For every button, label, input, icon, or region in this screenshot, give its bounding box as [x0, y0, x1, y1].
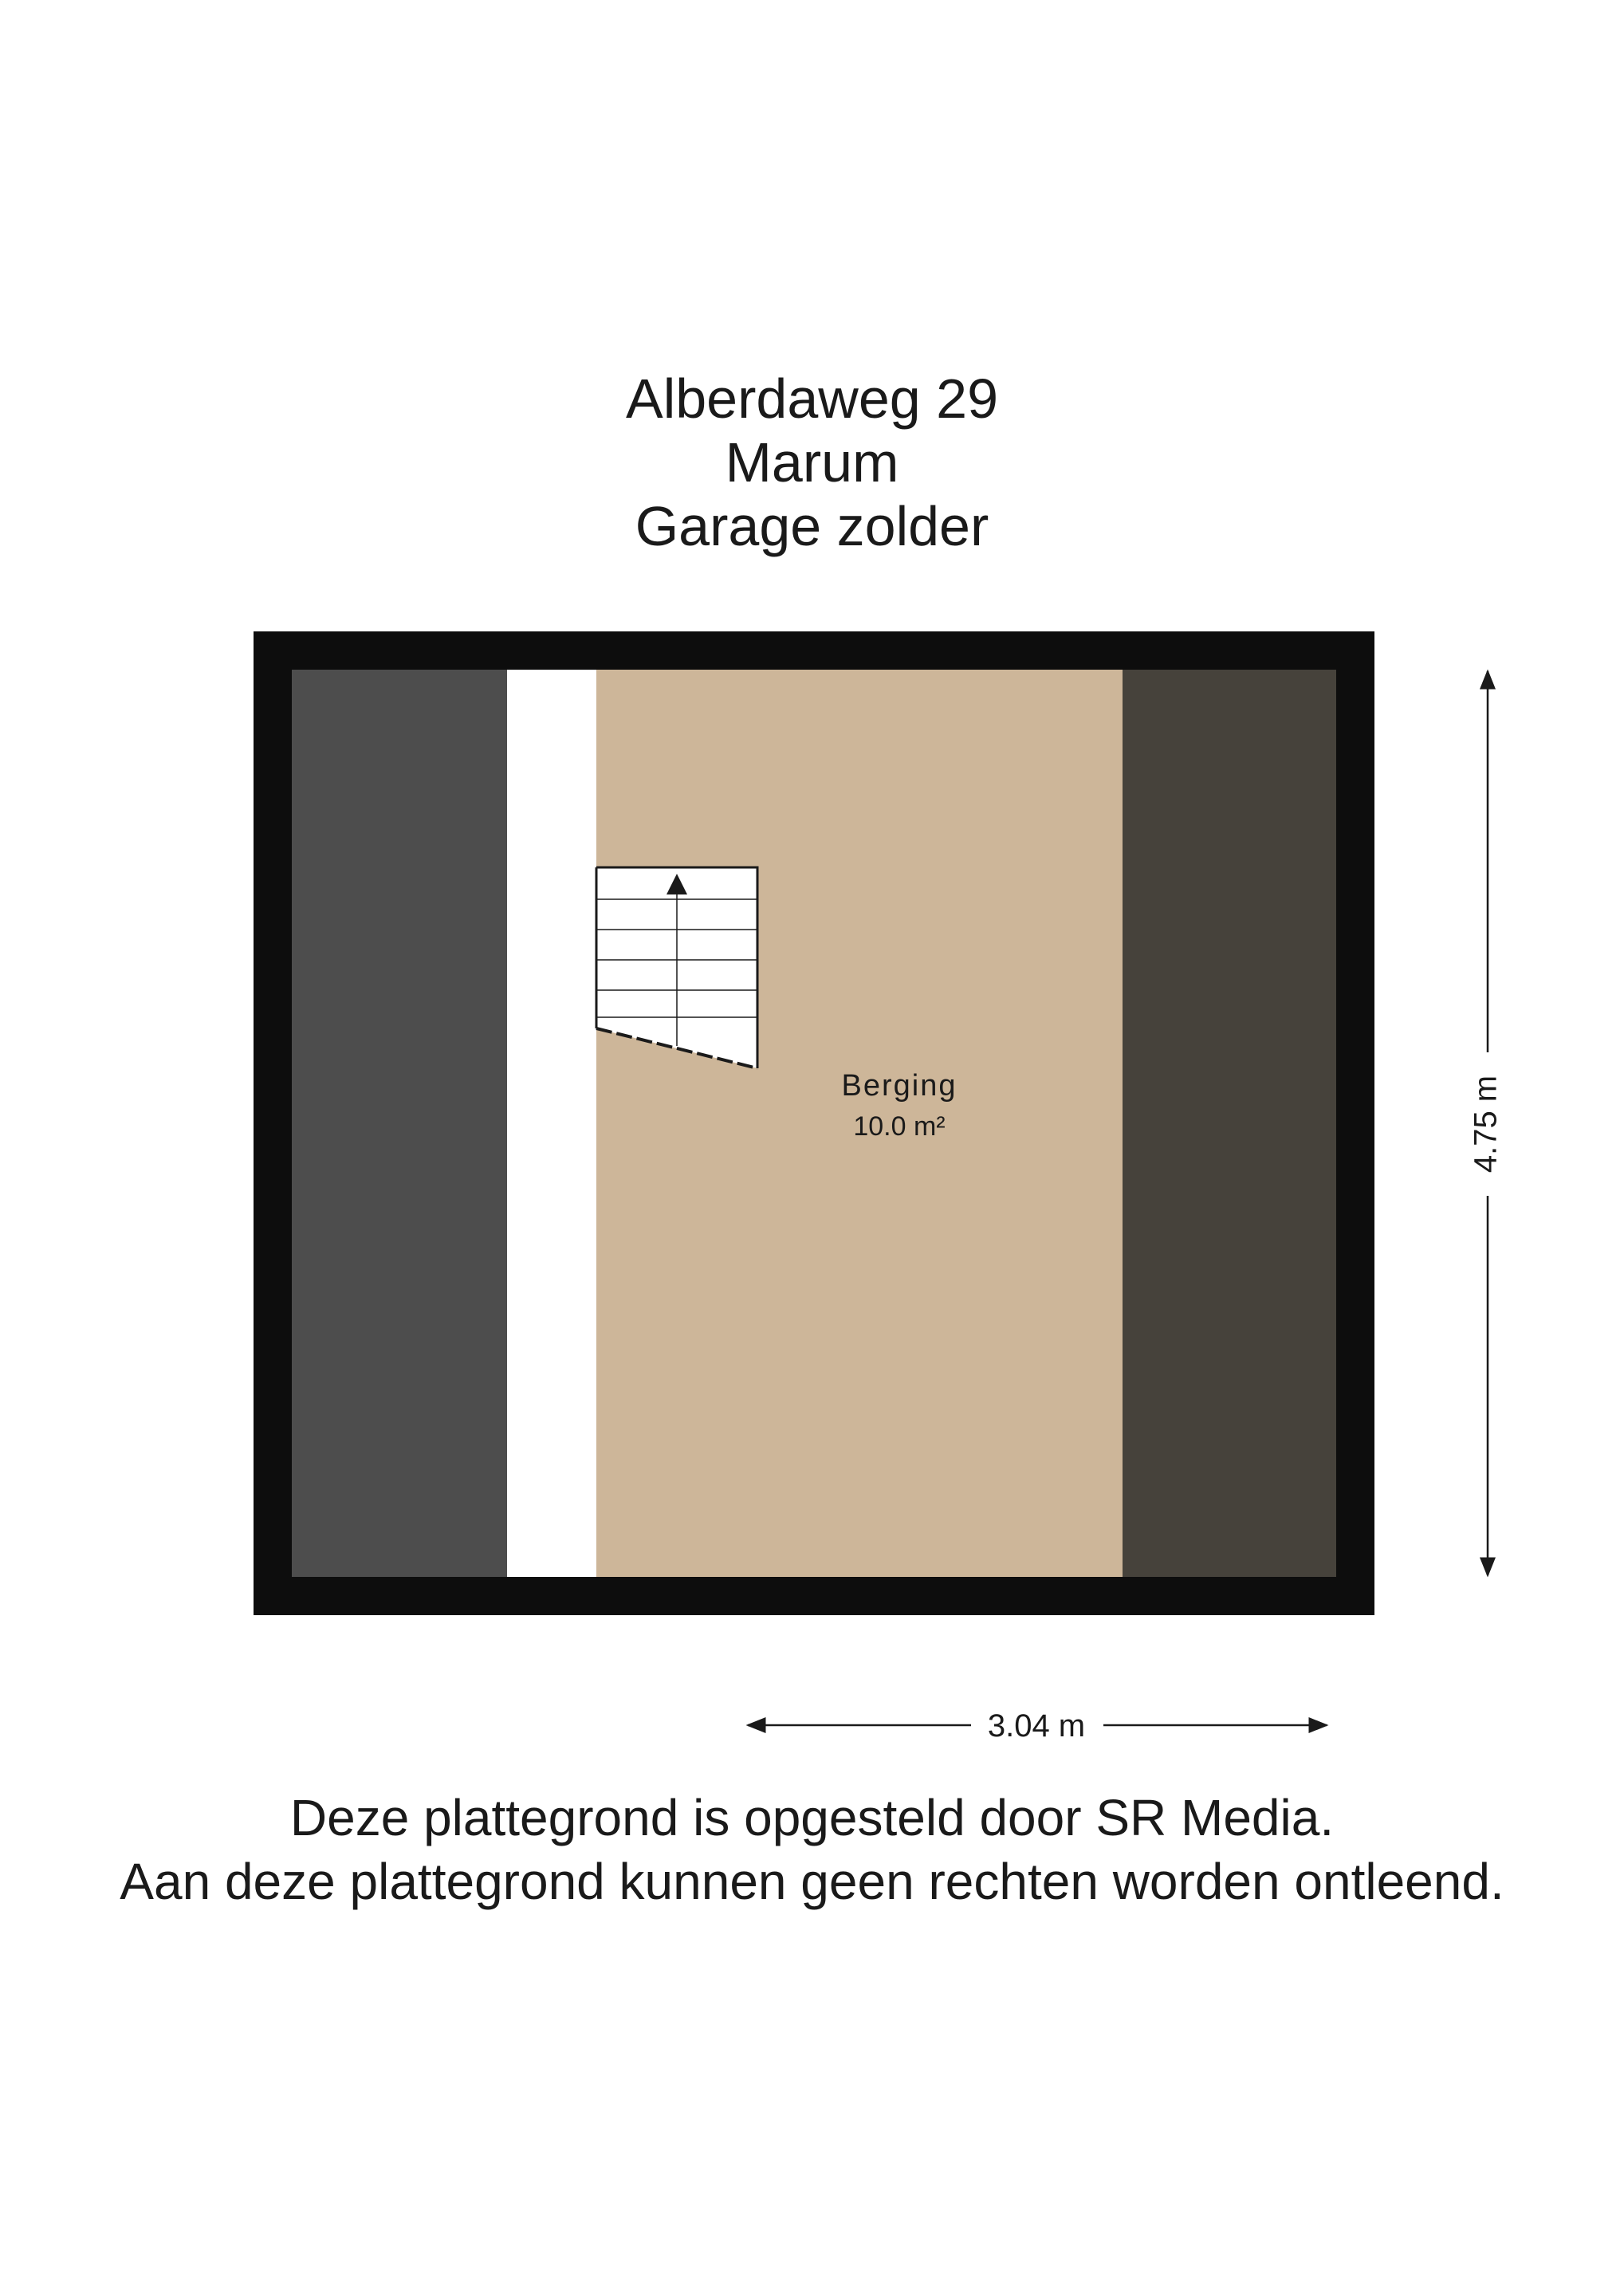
width-dimension-label: 3.04 m — [987, 1708, 1086, 1744]
disclaimer-line-2: Aan deze plattegrond kunnen geen rechten worden ontleend. — [120, 1853, 1504, 1910]
left-slope-zone — [292, 670, 507, 1577]
floor-name: Garage zolder — [635, 495, 989, 557]
right-slope-zone — [1123, 670, 1336, 1577]
address-city: Marum — [725, 431, 899, 493]
room-name: Berging — [841, 1069, 957, 1103]
height-dimension-label: 4.75 m — [1468, 1075, 1504, 1174]
address-street: Alberdaweg 29 — [626, 368, 998, 430]
room-area: 10.0 m² — [853, 1111, 946, 1142]
disclaimer — [0, 1786, 1624, 1913]
disclaimer-line-1: Deze plattegrond is opgesteld door SR Media. — [289, 1789, 1335, 1846]
